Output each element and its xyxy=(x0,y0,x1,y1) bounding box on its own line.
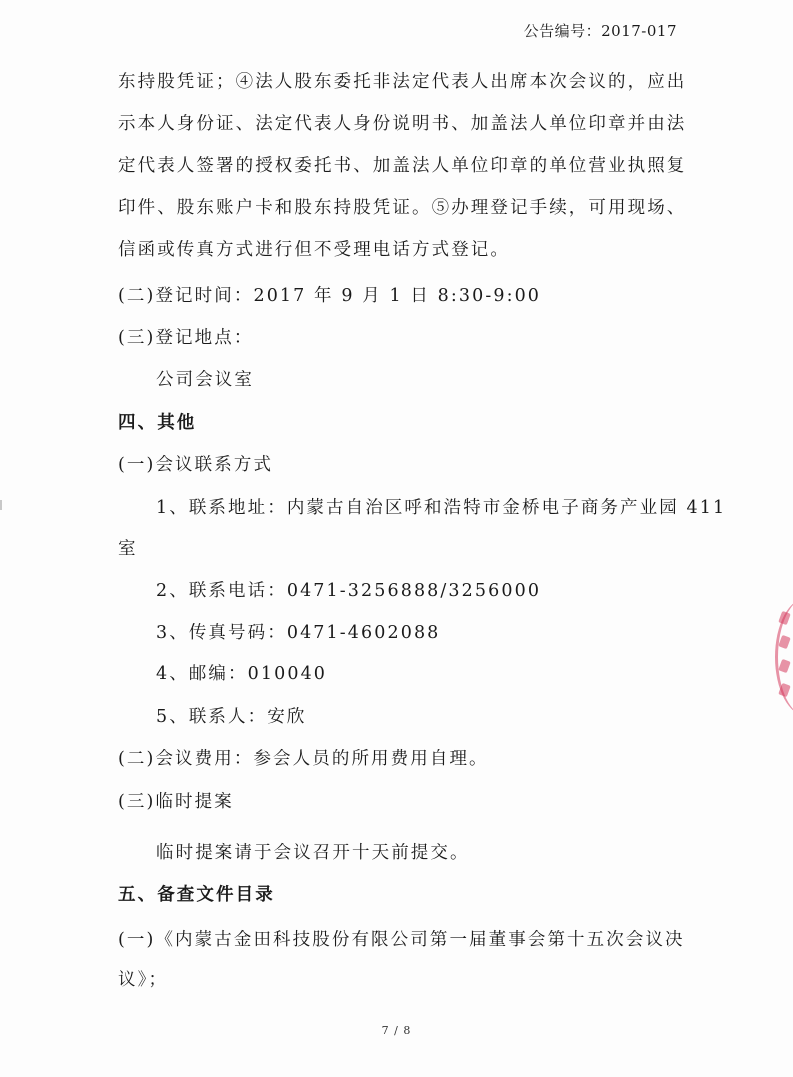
meeting-fees: (二)会议费用：参会人员的所用费用自理。 xyxy=(118,749,489,769)
contact-person: 5、联系人：安欣 xyxy=(156,707,307,727)
body-line: 示本人身份证、法定代表人身份说明书、加盖法人单位印章并由法 xyxy=(118,114,687,134)
body-line: 东持股凭证；④法人股东委托非法定代表人出席本次会议的，应出 xyxy=(118,72,687,92)
temporary-proposal-heading: (三)临时提案 xyxy=(118,792,234,812)
contact-address-continued: 室 xyxy=(118,539,138,559)
registration-time: (二)登记时间：2017 年 9 月 1 日 8:30-9:00 xyxy=(118,286,542,306)
contact-heading: (一)会议联系方式 xyxy=(118,455,274,475)
temporary-proposal-text: 临时提案请于会议召开十天前提交。 xyxy=(156,843,470,863)
notice-number: 公告编号：2017-017 xyxy=(523,22,677,40)
section-heading-other: 四、其他 xyxy=(118,413,197,433)
body-line: 定代表人签署的授权委托书、加盖法人单位印章的单位营业执照复 xyxy=(118,156,687,176)
contact-postcode: 4、邮编：010040 xyxy=(156,664,328,684)
seal-stamp-fragment xyxy=(771,598,793,716)
binding-mark xyxy=(0,500,2,510)
reference-document: (一)《内蒙古金田科技股份有限公司第一届董事会第十五次会议决 xyxy=(118,930,685,950)
contact-fax: 3、传真号码：0471-4602088 xyxy=(156,623,441,643)
body-line: 印件、股东账户卡和股东持股凭证。⑤办理登记手续，可用现场、 xyxy=(118,198,687,218)
registration-location: 公司会议室 xyxy=(156,370,254,390)
reference-document-continued: 议》； xyxy=(118,970,169,990)
contact-phone: 2、联系电话：0471-3256888/3256000 xyxy=(156,581,542,601)
body-line: 信函或传真方式进行但不受理电话方式登记。 xyxy=(118,240,510,260)
registration-location-heading: (三)登记地点： xyxy=(118,328,254,348)
page-number: 7 / 8 xyxy=(381,1024,412,1037)
section-heading-reference-documents: 五、备查文件目录 xyxy=(118,885,275,905)
contact-address: 1、联系地址：内蒙古自治区呼和浩特市金桥电子商务产业园 411 xyxy=(156,498,727,518)
